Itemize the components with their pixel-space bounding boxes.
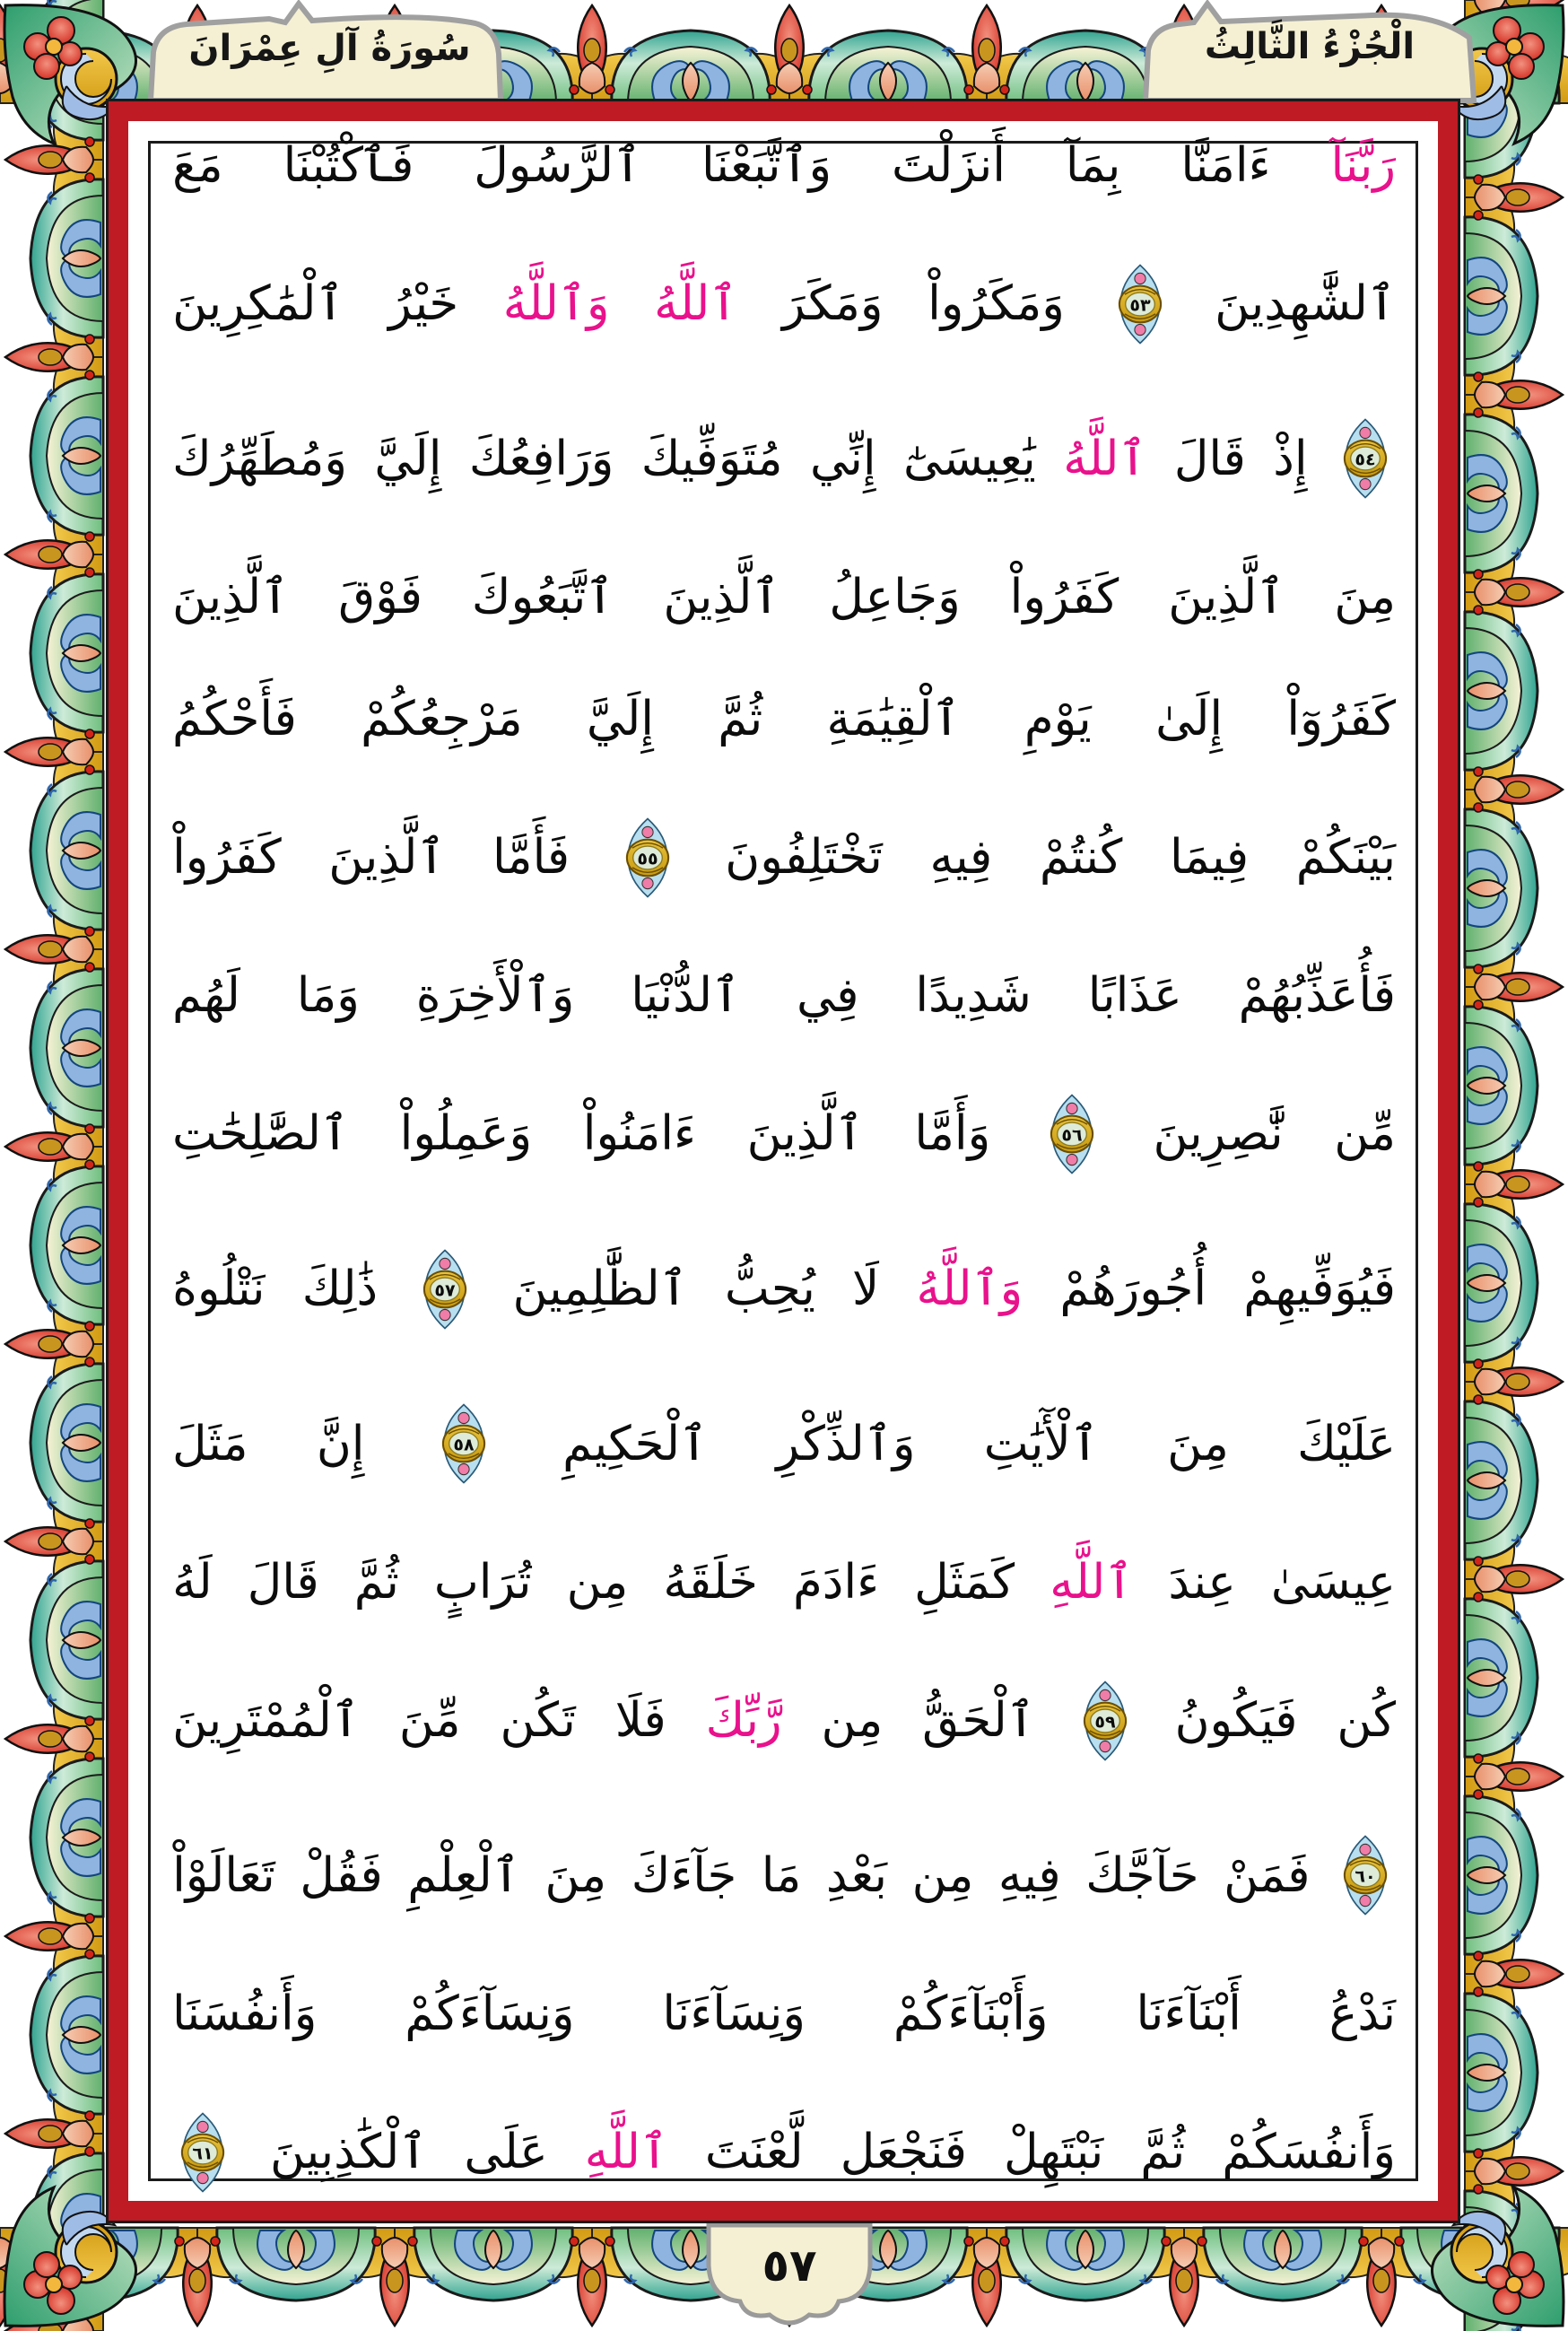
quran-word: يَٰعِيسَىٰٓ [903,431,1036,486]
quran-word: مُتَوَفِّيكَ [640,431,783,486]
quran-word: مِن [911,1847,974,1903]
quran-word: بَعْدِ [825,1847,888,1903]
quran-word: وَأَنفُسَنَا [172,1986,318,2042]
quran-word: عِيسَىٰ [1270,1555,1396,1611]
quran-word: كَمَثَلِ [914,1555,1015,1611]
quran-word: إِلَىٰ [1155,691,1224,746]
quran-line [172,1835,1396,1916]
quran-word: ثُمَّ [353,1555,399,1611]
quran-word: إِنَّ [316,1416,365,1471]
quran-word: عَذَابًا [1087,968,1182,1024]
quran-line [172,691,1396,746]
quran-word: إِلَيَّ [586,691,654,746]
quran-word: قَالَ [247,1555,319,1611]
quran-word: ٱلْمَٰكِرِينَ [172,276,344,332]
divine-name-word: ٱللَّهُ [1063,431,1147,486]
quran-word: كُنتُمْ [1039,830,1123,886]
quran-word: مَا [761,1847,802,1903]
quran-word: وَٱلذِّكْرِ [776,1416,916,1471]
verse-medallion [172,2112,233,2193]
divine-name-word: رَبَّنَآ [1330,138,1396,193]
quran-word: ٱلدُّنْيَا [631,968,741,1024]
quran-word: ءَامَنُواْ [582,1106,696,1162]
quran-word: ٱلْعِلْمِ [407,1847,520,1903]
quran-word: فَوْقَ [338,570,422,625]
quran-word: فِيهِ [997,1847,1061,1903]
quran-word: عَلَى [464,2125,548,2180]
quran-word: ذَٰلِكَ [301,1262,379,1317]
verse-number: ٥٩ [1094,1712,1116,1733]
quran-line [172,570,1396,625]
quran-word: نَبْتَهِلْ [1003,2125,1104,2180]
verse-medallion [433,1403,494,1484]
quran-line [172,1249,1396,1330]
quran-word: وَنِسَآءَنَا [662,1986,806,2042]
quran-word: فَأَحْكُمُ [172,691,297,746]
quran-word: عَلَيْكَ [1297,1416,1396,1471]
quran-word: مِن [566,1555,629,1611]
quran-word: ٱلَّذِينَ [328,830,446,886]
quran-word: فَٱكْتُبْنَا [283,138,414,193]
quran-word: وَأَبْنَآءَكُمْ [893,1986,1049,2042]
quran-word: وَعَمِلُواْ [399,1106,533,1162]
divine-name-word: وَٱللَّهُ [916,1262,1024,1317]
verse-medallion [617,817,678,898]
quran-word: مِّنَ [398,1693,461,1749]
quran-line [172,1986,1396,2042]
quran-word: ثُمَّ [1140,2125,1186,2180]
juz-title: الْجُزْءُ الثَّالِثُ [1204,26,1416,67]
quran-word: فَيَكُونُ [1174,1693,1298,1749]
quran-word: ٱلَّذِينَ [663,570,780,625]
verse-number: ٥٥ [637,848,658,869]
quran-word: تُرَابٍ [433,1555,532,1611]
quran-word: كَفَرُوٓاْ [1286,691,1396,746]
border-left [5,0,103,2331]
quran-word: يُحِبُّ [724,1262,815,1317]
quran-word: كَفَرُواْ [172,830,282,886]
quran-word: وَٱتَّبَعْنَا [701,138,832,193]
quran-word: إِلَيَّ [374,431,442,486]
quran-word: وَنِسَآءَكُمْ [405,1986,575,2042]
quran-word: فَلَا [614,1693,666,1749]
quran-word: وَرَافِعُكَ [468,431,614,486]
quran-word: فَيُوَفِّيهِمْ [1243,1262,1396,1317]
divine-name-word: وَٱللَّهُ [502,276,610,332]
quran-word: مِنَ [1334,570,1396,625]
quran-word: مِنَ [544,1847,607,1903]
verse-medallion [1041,1094,1102,1174]
quran-word: وَمُطَهِّرُكَ [172,431,347,486]
quran-word: تَعَالَوْاْ [172,1847,275,1903]
quran-word: بَيْنَكُمْ [1295,830,1396,886]
quran-word: شَدِيدًا [915,968,1032,1024]
quran-word: ٱلظَّٰلِمِينَ [512,1262,688,1317]
quran-line [172,2112,1396,2193]
divine-name-word: ٱللَّهِ [1050,1555,1134,1611]
quran-word: كُن [1337,1693,1396,1749]
quran-word: فِيهِ [929,830,993,886]
verse-medallion [1075,1681,1136,1761]
quran-line [172,418,1396,499]
verse-medallion [1335,1835,1396,1916]
quran-word: مِنَ [1167,1416,1229,1471]
border-right [1465,0,1563,2331]
quran-word: مِن [821,1693,884,1749]
quran-line [172,138,1396,193]
quran-word: ءَامَنَّا [1180,138,1271,193]
quran-word: ٱلْحَقُّ [922,1693,1035,1749]
divine-name-word: ٱللَّهِ [584,2125,668,2180]
quran-word: أَبْنَآءَنَا [1136,1986,1241,2042]
quran-word: خَيْرُ [388,276,459,332]
quran-line [172,1555,1396,1611]
quran-word: ٱلْمُمْتَرِينَ [172,1693,360,1749]
quran-word: فَقُلْ [300,1847,383,1903]
quran-word: تَخْتَلِفُونَ [725,830,883,886]
quran-word: نَتْلُوهُ [172,1262,266,1317]
quran-word: فِي [796,968,859,1024]
quran-word: ٱلْقِيَٰمَةِ [826,691,961,746]
quran-word: مَثَلَ [172,1416,248,1471]
quran-word: نَدْعُ [1328,1986,1396,2042]
verse-number: ٥٦ [1061,1125,1083,1146]
quran-word: وَأَمَّا [914,1106,991,1162]
quran-word: خَلَقَهُ [663,1555,758,1611]
quran-word: ٱتَّبَعُوكَ [471,570,614,625]
quran-word: ٱلصَّٰلِحَٰتِ [172,1106,349,1162]
quran-word: جَآءَكَ [631,1847,737,1903]
surah-title: سُورَةُ آلِ عِمْرَانَ [188,28,471,69]
verse-medallion [1110,264,1171,345]
quran-word: ٱلَّذِينَ [172,570,290,625]
verse-number: ٥٣ [1128,295,1151,316]
quran-word: فِيمَا [1169,830,1250,886]
quran-word: ثُمَّ [718,691,763,746]
quran-word: لَهُ [172,1555,213,1611]
quran-word: يَوْمِ [1024,691,1092,746]
quran-word: وَٱلْأَخِرَةِ [415,968,575,1024]
quran-word: لَا [852,1262,880,1317]
quran-word: بِمَآ [1065,138,1121,193]
verse-medallion [414,1249,475,1330]
quran-word: أُجُورَهُمْ [1059,1262,1207,1317]
page-number: ٥٧ [762,2239,817,2292]
quran-word: إِذْ [1273,431,1308,486]
divine-name-word: رَّبِّكَ [705,1693,782,1749]
quran-line [172,1681,1396,1761]
verse-medallion [1335,418,1396,499]
quran-word: نَّٰصِرِينَ [1153,1106,1284,1162]
quran-word: ٱلشَّٰهِدِينَ [1215,276,1396,332]
quran-word: أَنزَلْتَ [892,138,1006,193]
quran-lines [172,138,1396,2193]
quran-word: لَهُم [172,968,240,1024]
quran-word: فَمَنْ [1224,1847,1311,1903]
quran-line [172,968,1396,1024]
divine-name-word: ٱللَّهُ [654,276,738,332]
verse-number: ٥٧ [434,1280,456,1301]
quran-line [172,1094,1396,1174]
quran-word: فَأَمَّا [492,830,571,886]
quran-word: كَفَرُواْ [1009,570,1119,625]
verse-number: ٥٤ [1355,450,1376,470]
quran-word: فَأُعَذِّبُهُمْ [1238,968,1396,1024]
quran-word: وَمَكَرَ [781,276,884,332]
quran-word: ٱلرَّسُولَ [474,138,642,193]
quran-word: عِندَ [1168,1555,1236,1611]
quran-line [172,817,1396,898]
quran-word: مِّن [1334,1106,1396,1162]
quran-word: ٱلْكَٰذِبِينَ [270,2125,428,2180]
quran-word: وَمَكَرُواْ [928,276,1065,332]
quran-word: وَمَا [296,968,360,1024]
quran-word: حَآجَّكَ [1085,1847,1199,1903]
quran-word: ٱلَّذِينَ [1168,570,1285,625]
quran-line [172,264,1396,345]
quran-word: ٱلْحَكِيمِ [562,1416,709,1471]
quran-word: إِنِّي [809,431,876,486]
quran-line [172,1403,1396,1484]
verse-number: ٦١ [192,2143,213,2164]
quran-word: وَأَنفُسَكُمْ [1222,2125,1396,2180]
quran-word: ٱلْأٓيَٰتِ [983,1416,1099,1471]
quran-word: تَكُن [500,1693,576,1749]
quran-word: ٱلَّذِينَ [746,1106,864,1162]
verse-number: ٥٨ [453,1435,475,1455]
quran-word: فَنَجْعَل [840,2125,967,2180]
quran-word: وَجَاعِلُ [829,570,961,625]
quran-word: لَّعْنَتَ [704,2125,804,2180]
quran-word: ءَادَمَ [792,1555,880,1611]
verse-number: ٦٠ [1355,1866,1376,1887]
quran-word: مَعَ [172,138,223,193]
quran-word: مَرْجِعُكُمْ [361,691,523,746]
quran-word: قَالَ [1173,431,1246,486]
